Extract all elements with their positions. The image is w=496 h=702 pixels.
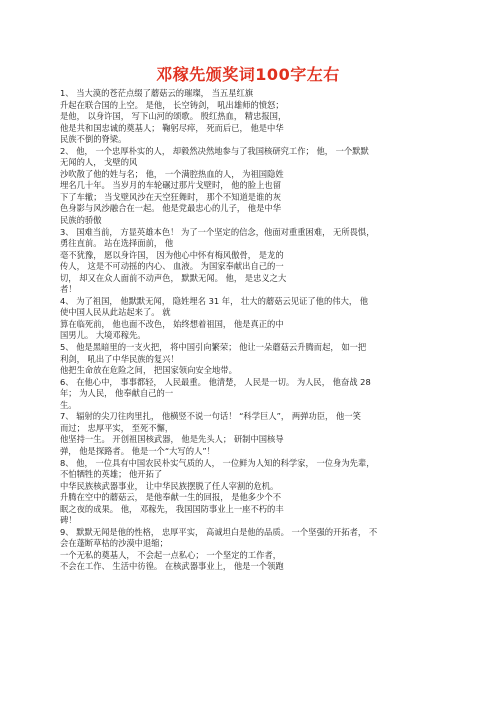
text-line: 利剑， 吼出了中华民族的复兴！ — [60, 353, 179, 364]
text-line: 一个无私的奠基人， 不会起一点私心； 一个坚定的工作者， — [60, 549, 281, 560]
text-line: 埋名几十年。 当岁月的车轮碾过那片戈壁时， 他的脸上也留 — [60, 180, 281, 191]
text-line: 会在蓬断草枯的沙漠中退缩； — [60, 538, 168, 549]
text-line: 使中国人民从此站起来了。 就 — [60, 307, 171, 318]
text-line: 者！ — [60, 284, 77, 295]
document-body — [60, 88, 440, 573]
text-line: 算在临死前， 他也面不改色， 始终想着祖国， 他是真正的中 — [60, 318, 284, 329]
text-line: 生。 — [60, 399, 77, 410]
text-line: 8、 他， 一位具有中国农民朴实气质的人， 一位鲜为人知的科学家， 一位身为先辈， — [60, 457, 375, 468]
text-line: 无闻的人， 戈壁的风 — [60, 157, 138, 168]
document-title: 邓稼先颁奖词100字左右 — [156, 65, 340, 84]
text-line: 传人， 这是不可动摇的内心、 血液。 为国家奉献出自己的一 — [60, 261, 284, 272]
text-line: 2、 他， 一个忠厚朴实的人， 却毅然决然地参与了我国核研究工作； 他， 一个默默 — [60, 145, 369, 156]
text-line: 下了车辙； 当戈壁风沙在天空狂舞时， 那个不知道是谁的灰 — [60, 191, 281, 202]
text-line: 7、 辐射的尖刀往肉里扎， 他横竖不说一句话！ “科学巨人”， 两弹功臣， 他一笑 — [60, 411, 361, 422]
text-line: 碑！ — [60, 515, 77, 526]
text-line: 他把生命放在危险之间， 把国家领向安全地带。 — [60, 365, 237, 376]
text-line: 4、 为了祖国， 他默默无闻， 隐姓埋名 31 年， 壮大的蘑菇云见证了他的伟大， 他 — [60, 295, 369, 306]
text-line: 民族的骄傲 — [60, 215, 102, 226]
text-line: 1、 当大漠的苍茫点缀了蘑菇云的璀璨， 当五星红旗 — [60, 88, 254, 98]
text-line: 毫不犹豫， 愿以身许国， 因为他心中怀有梅风傲骨， 是龙的 — [60, 249, 284, 260]
text-line: 他是共和国忠诚的奠基人； 鞠躬尽瘁， 死而后已， 他是中华 — [60, 122, 284, 133]
text-line: 不会在工作、 生活中彷徨。 在核武器事业上， 他是一个领跑 — [60, 561, 284, 572]
text-line: 弹， 他是探路者。 他是一个“大写的人”！ — [60, 445, 215, 456]
text-line: 3、 国难当前， 方显英雄本色！ 为了一个坚定的信念，他面对重重困难， 无所畏惧， — [60, 226, 375, 237]
text-line: 年； 为人民， 他奉献自己的一 — [60, 388, 174, 399]
text-line: 5、 他是黑暗里的一支火把， 将中国引向繁荣； 他让一朵蘑菇云升腾而起， 如一把 — [60, 342, 367, 353]
text-line: 他坚持一生。 开创祖国核武器， 他是先头人； 研制中国核导 — [60, 434, 284, 445]
text-line: 升起在联合国的上空。 是他， 长空铸剑， 吼出雄师的愤怒； — [60, 99, 284, 110]
text-line: 9、 默默无闻是他的性格， 忠厚平实， 高诚坦白是他的品质。 一个坚强的开拓者， 不 — [60, 526, 378, 537]
text-line: 色身影与风沙融合在一起。 他是党最忠心的儿子， 他是中华 — [60, 203, 281, 214]
text-line: 是他， 以身许国， 写下山河的颂歌。 殷红热血， 精忠报国， — [60, 111, 287, 122]
text-line: 升腾在空中的蘑菇云， 是他奉献一生的回报， 是他多少个不 — [60, 492, 281, 503]
text-line: 沙吹散了他的姓与名； 他， 一个满腔热血的人， 为祖国隐姓 — [60, 168, 284, 179]
text-line: 国男儿。 大境邓稼先。 — [60, 330, 146, 341]
text-line: 6、 在他心中， 事事都轻， 人民最重。 他清楚， 人民是一切。 为人民， 他奋战 28 — [60, 376, 371, 387]
text-line: 不怕牺牲的英雄； 他开拓了 — [60, 469, 163, 480]
text-line: 切， 却又在众人面前不动声色， 默默无闻。 他， 是忠义之大 — [60, 272, 287, 283]
text-line: 勇往直前。 站在选择面前， 他 — [60, 238, 174, 249]
text-line: 而过； 忠厚平实， 至死不懈， — [60, 422, 174, 433]
text-line: 中华民族核武器事业， 让中华民族摆脱了任人宰割的危机。 — [60, 480, 279, 491]
text-line: 民族不倒的脊梁。 — [60, 134, 127, 145]
text-line: 眠之夜的成果。 他， 邓稼先， 我国国防事业上一座不朽的丰 — [60, 503, 284, 514]
